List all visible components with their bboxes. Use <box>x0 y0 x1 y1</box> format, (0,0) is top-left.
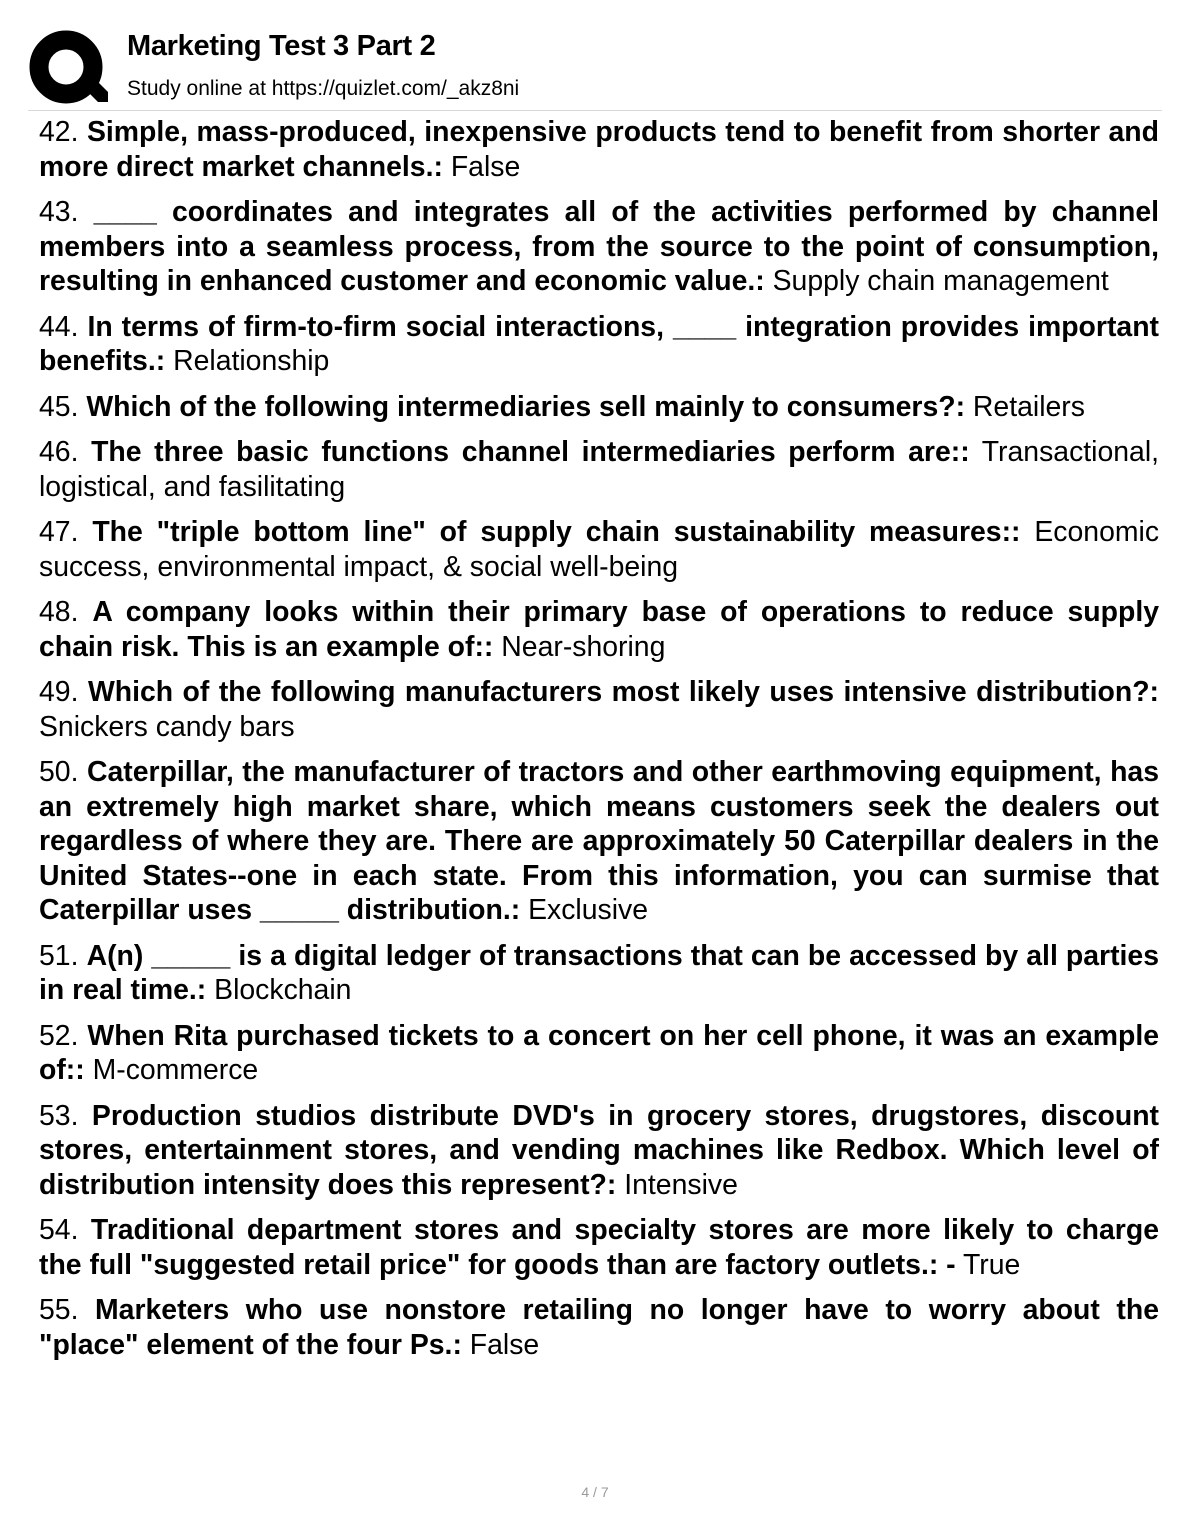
question-number: 55. <box>39 1294 79 1326</box>
quizlet-logo-icon <box>28 30 108 106</box>
question-item-45 <box>39 390 1159 425</box>
question-number: 42. <box>39 116 79 148</box>
question-item-44 <box>39 310 1159 379</box>
question-number: 49. <box>39 676 79 708</box>
answer-text: M-commerce <box>92 1054 259 1086</box>
answer-text: True <box>963 1248 1021 1281</box>
question-text: Simple, mass-produced, inexpensive products tend to benefit from shorter and more direct market channels.: <box>39 116 1159 183</box>
answer-text: Near-shoring <box>501 630 666 663</box>
question-text: When Rita purchased tickets to a concert on her cell phone, it was an example of:: <box>39 1019 1159 1086</box>
question-text: In terms of firm-to-firm social interactions, ____ integration provides important benefits.: <box>39 310 1159 377</box>
question-item-42 <box>39 115 1159 184</box>
question-text: Which of the following manufacturers most likely uses intensive distribution?: <box>87 676 1159 708</box>
document-title: Marketing Test 3 Part 2 <box>127 30 436 62</box>
question-text: Which of the following intermediaries sell mainly to consumers?: <box>86 390 966 423</box>
question-number: 43. <box>39 196 79 228</box>
question-item-51 <box>39 939 1159 1008</box>
question-number: 45. <box>39 390 79 423</box>
question-number: 50. <box>39 756 79 788</box>
question-text: ____ coordinates and integrates all of the activities performed by channel members into a seamless process, from the source to the point of consumption, resulting in enhanced customer and economic value.: <box>39 196 1159 297</box>
question-text: The three basic functions channel intermediaries perform are:: <box>91 436 970 468</box>
question-text: Caterpillar, the manufacturer of tractors and other earthmoving equipment, has an extremely high market share, which means customers seek the dealers out regardless of where they are. There are approximately 50 Caterpillar dealers in the United States--one in each state. From this information, you can surmise that Caterpillar uses _____ distribution.: <box>39 756 1160 926</box>
question-item-47 <box>39 515 1159 584</box>
answer-text: Exclusive <box>528 894 649 926</box>
study-online-link-text: Study online at https://quizlet.com/_akz8ni <box>127 77 520 100</box>
question-text: The "triple bottom line" of supply chain sustainability measures:: <box>92 516 1021 548</box>
answer-text: Relationship <box>173 345 330 377</box>
question-item-53 <box>39 1099 1159 1203</box>
question-item-48 <box>39 595 1159 664</box>
header-divider <box>28 110 1162 111</box>
question-number: 47. <box>39 516 79 548</box>
question-text: A(n) _____ is a digital ledger of transactions that can be accessed by all parties in real time.: <box>39 939 1160 1006</box>
question-number: 44. <box>39 310 79 343</box>
question-text: Production studios distribute DVD's in grocery stores, drugstores, discount stores, entertainment stores, and vending machines like Redbox. Which level of distribution intensity does this represent?: <box>39 1099 1159 1201</box>
question-item-49 <box>39 675 1159 744</box>
question-text: Traditional department stores and specialty stores are more likely to charge the full "suggested retail price" for goods than are factory outlets.: - <box>39 1214 1159 1281</box>
question-text: Marketers who use nonstore retailing no longer have to worry about the "place" element of the four Ps.: <box>39 1294 1159 1361</box>
question-number: 53. <box>39 1099 79 1132</box>
answer-text: False <box>469 1328 540 1361</box>
answer-text: Intensive <box>624 1168 738 1201</box>
question-text: A company looks within their primary base of operations to reduce supply chain risk. This is an example of:: <box>39 596 1160 663</box>
answer-text: Supply chain management <box>772 265 1109 297</box>
question-number: 52. <box>39 1019 79 1052</box>
question-list <box>39 115 1159 1373</box>
answer-text: False <box>450 150 521 183</box>
question-item-43 <box>39 195 1159 299</box>
answer-text: Economic success, environmental impact, & social well-being <box>39 516 1160 583</box>
question-number: 51. <box>39 939 79 972</box>
question-number: 46. <box>39 436 79 468</box>
question-number: 54. <box>39 1214 79 1246</box>
question-item-50 <box>39 755 1159 928</box>
answer-text: Blockchain <box>214 974 352 1006</box>
question-number: 48. <box>39 596 79 628</box>
question-item-54 <box>39 1213 1159 1282</box>
question-item-46 <box>39 435 1159 504</box>
question-item-52 <box>39 1019 1159 1088</box>
answer-text: Snickers candy bars <box>39 710 295 743</box>
page-number: 4 / 7 <box>581 1484 609 1500</box>
answer-text: Retailers <box>972 390 1085 423</box>
question-item-55 <box>39 1293 1159 1362</box>
answer-text: Transactional, logistical, and fasilitating <box>39 436 1160 503</box>
page-header <box>0 0 1190 112</box>
